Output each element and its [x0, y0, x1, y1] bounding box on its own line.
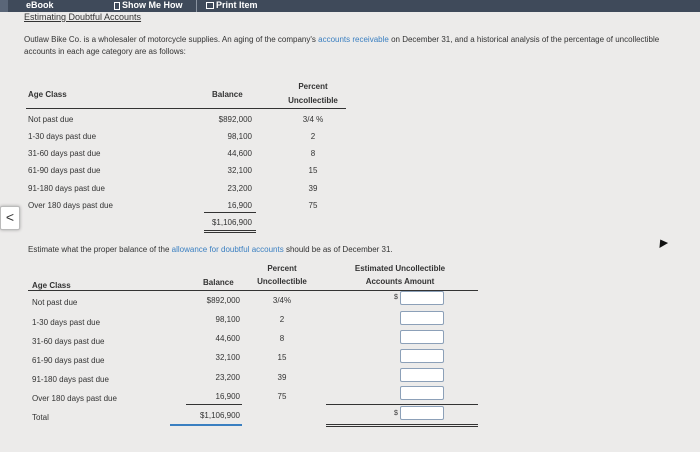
- t2-percent: 8: [279, 334, 285, 343]
- ebook-button[interactable]: [26, 0, 54, 12]
- toolbar-divider: [196, 0, 197, 12]
- t1-age: 31-60 days past due: [28, 149, 101, 158]
- accounts-receivable-link[interactable]: accounts receivable: [318, 35, 389, 44]
- t1-double-rule-2: [204, 232, 256, 233]
- intro-paragraph: [24, 34, 674, 58]
- t2-percent: 3/4%: [272, 296, 292, 305]
- t2-total: $1,106,900: [199, 411, 240, 420]
- t2-header-percent: Percent: [267, 264, 297, 273]
- question-text-1: Estimate what the proper balance of the: [28, 245, 172, 254]
- t2-header-age: Age Class: [32, 281, 71, 290]
- print-item-button[interactable]: [206, 0, 258, 12]
- ebook-label: eBook: [26, 0, 54, 10]
- t2-balance: 32,100: [215, 353, 240, 362]
- dollar-sign: $: [394, 410, 398, 417]
- previous-arrow-button[interactable]: [0, 206, 20, 230]
- t2-balance-total-rule: [186, 404, 242, 405]
- amount-input-61-90[interactable]: [400, 349, 444, 363]
- amount-input-91-180[interactable]: [400, 368, 444, 382]
- t1-percent: 75: [308, 201, 318, 210]
- t1-double-rule-1: [204, 230, 256, 231]
- print-icon: [206, 2, 214, 9]
- t2-header-balance: Balance: [203, 278, 234, 287]
- mouse-cursor-icon: [656, 237, 668, 248]
- t2-percent: 15: [277, 353, 287, 362]
- t1-header-balance: Balance: [212, 90, 243, 99]
- t2-age: 31-60 days past due: [32, 337, 105, 346]
- intro-text-1: Outlaw Bike Co. is a wholesaler of motorcycle supplies. An aging of the company's: [24, 35, 319, 44]
- t1-balance: 98,100: [227, 132, 252, 141]
- t2-percent: 39: [277, 373, 287, 382]
- t2-balance: 23,200: [215, 373, 240, 382]
- t1-header-percent: Percent: [298, 82, 328, 91]
- chevron-left-icon: <: [5, 209, 15, 225]
- t1-balance: 23,200: [227, 184, 252, 193]
- t1-age: 1-30 days past due: [28, 132, 97, 141]
- question-text: [28, 245, 393, 254]
- t1-total: $1,106,900: [211, 218, 252, 227]
- top-toolbar: [0, 0, 700, 12]
- t2-age: 61-90 days past due: [32, 356, 105, 365]
- amount-input-31-60[interactable]: [400, 330, 444, 344]
- t1-percent: 15: [308, 166, 318, 175]
- t1-header-rule: [26, 108, 346, 109]
- t2-age: Not past due: [32, 298, 78, 307]
- t2-balance-double-rule: [170, 424, 242, 426]
- t2-percent: 75: [277, 392, 287, 401]
- question-text-2: should be as of December 31.: [283, 245, 393, 254]
- t2-balance: 16,900: [215, 392, 240, 401]
- show-me-how-icon: [114, 2, 120, 10]
- allowance-link[interactable]: allowance for doubtful accounts: [171, 245, 284, 254]
- t1-age: 91-180 days past due: [28, 184, 105, 193]
- show-me-how-button[interactable]: [114, 0, 183, 12]
- t2-balance: $892,000: [206, 296, 240, 305]
- t2-percent: 2: [279, 315, 285, 324]
- t1-age: Not past due: [28, 115, 74, 124]
- t1-balance: 32,100: [227, 166, 252, 175]
- t1-header-age: Age Class: [28, 90, 67, 99]
- amount-input-1-30[interactable]: [400, 311, 444, 325]
- t2-header-estimated: Estimated Uncollectible: [354, 264, 446, 273]
- t1-total-rule: [204, 212, 256, 213]
- t2-amount-total-rule: [326, 404, 478, 405]
- t2-balance: 98,100: [215, 315, 240, 324]
- amount-input-over-180[interactable]: [400, 386, 444, 400]
- print-item-label: Print Item: [216, 0, 258, 10]
- t1-balance: 44,600: [227, 149, 252, 158]
- t2-amount-double-rule-1: [326, 424, 478, 425]
- t1-header-uncollectible: Uncollectible: [288, 96, 338, 105]
- t2-age: Over 180 days past due: [32, 394, 117, 403]
- amount-input-not-past-due[interactable]: [400, 291, 444, 305]
- t1-percent: 2: [310, 132, 316, 141]
- toolbar-left-edge: [0, 0, 8, 12]
- dollar-sign: $: [394, 294, 398, 301]
- page-subtitle: Estimating Doubtful Accounts: [24, 12, 142, 22]
- t1-balance: 16,900: [227, 201, 252, 210]
- t2-total-label: Total: [32, 413, 49, 422]
- t1-age: Over 180 days past due: [28, 201, 113, 210]
- amount-input-total[interactable]: [400, 406, 444, 420]
- t2-balance: 44,600: [215, 334, 240, 343]
- t2-age: 91-180 days past due: [32, 375, 109, 384]
- t2-age: 1-30 days past due: [32, 318, 101, 327]
- intro-text-2: on December 31, and a historical analysis of the percentage of uncollectible accounts in each age category are as follows:: [24, 35, 660, 56]
- t1-age: 61-90 days past due: [28, 166, 101, 175]
- t2-header-uncollectible: Uncollectible: [257, 277, 307, 286]
- t1-percent: 39: [308, 184, 318, 193]
- t2-header-amount: Accounts Amount: [365, 277, 435, 286]
- t1-balance: $892,000: [218, 115, 252, 124]
- show-me-how-label: Show Me How: [122, 0, 183, 10]
- t1-percent: 3/4 %: [302, 115, 324, 124]
- t1-percent: 8: [310, 149, 316, 158]
- t2-amount-double-rule-2: [326, 426, 478, 427]
